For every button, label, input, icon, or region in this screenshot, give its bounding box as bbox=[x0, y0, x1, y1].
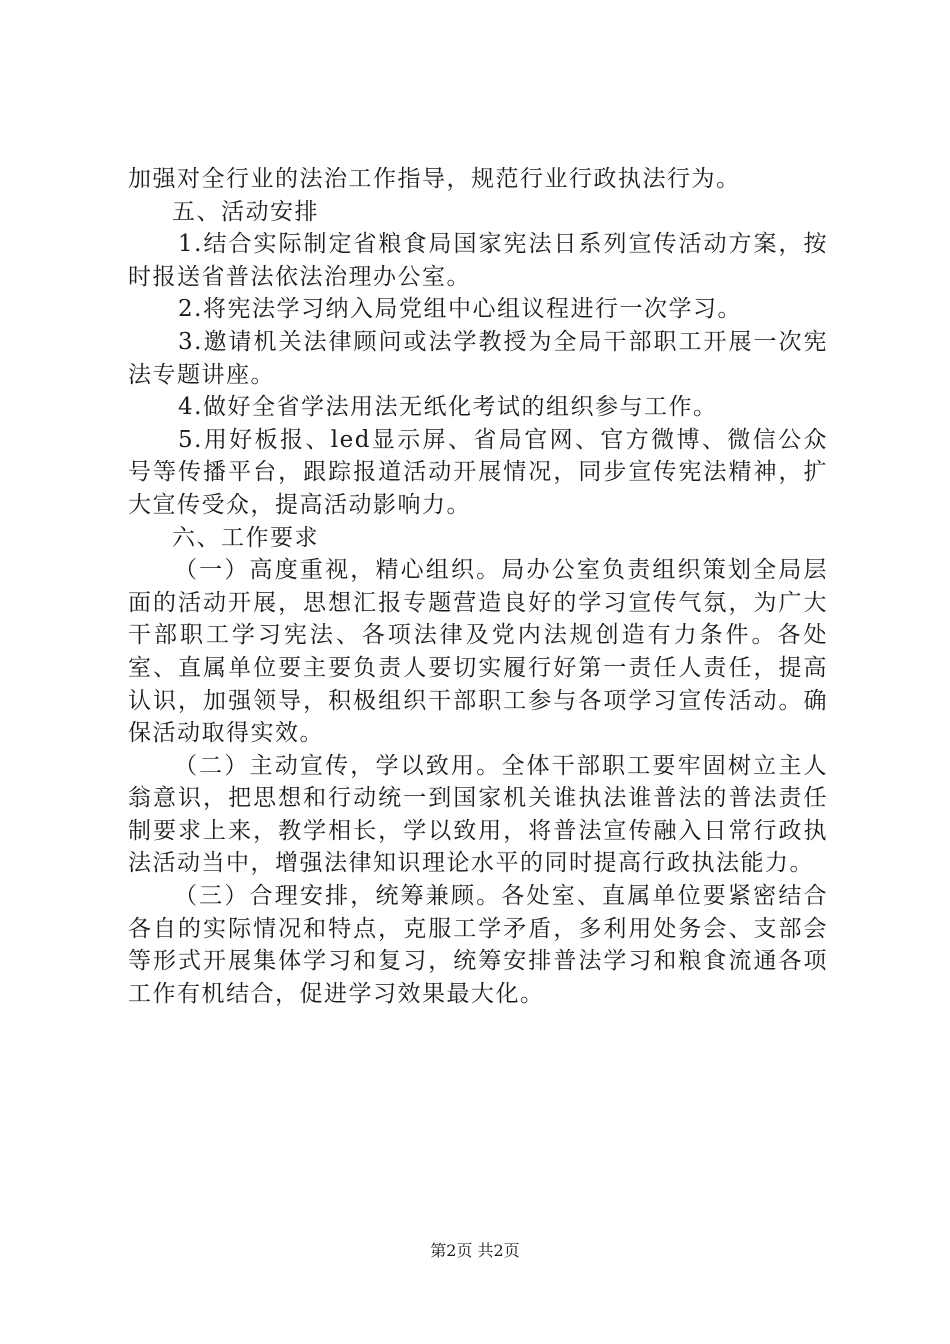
section-heading-activities: 五、活动安排 bbox=[172, 198, 319, 225]
activity-item-2: 2.将宪法学习纳入局党组中心组议程进行一次学习。 bbox=[178, 296, 742, 323]
activity-item-3: 3.邀请机关法律顾问或法学教授为全局干部职工开展一次宪法专题讲座。 bbox=[128, 328, 828, 388]
activity-item-4: 4.做好全省学法用法无纸化考试的组织参与工作。 bbox=[178, 394, 718, 421]
page-number-footer: 第2页 共2页 bbox=[430, 1241, 520, 1260]
requirement-item-1: （一）高度重视，精心组织。局办公室负责组织策划全局层面的活动开展，思想汇报专题营造良好的学习宣传气氛，为广大干部职工学习宪法、各项法律及党内法规创造有力条件。各处室、直属单位要主要负责人要切实履行好第一责任人责任，提高认识，加强领导，积极组织干部职工参与各项学习宣传活动。确保活动取得实效。 bbox=[128, 557, 828, 747]
requirement-item-2: （二）主动宣传，学以致用。全体干部职工要牢固树立主人翁意识，把思想和行动统一到国家机关谁执法谁普法的普法责任制要求上来，教学相长，学以致用，将普法宣传融入日常行政执法活动当中，增强法律知识理论水平的同时提高行政执法能力。 bbox=[128, 752, 828, 877]
requirement-item-3: （三）合理安排，统筹兼顾。各处室、直属单位要紧密结合各自的实际情况和特点，克服工学矛盾，多利用处务会、支部会等形式开展集体学习和复习，统筹安排普法学习和粮食流通各项工作有机结合，促进学习效果最大化。 bbox=[128, 883, 828, 1007]
section-heading-requirements: 六、工作要求 bbox=[172, 524, 319, 551]
document-body bbox=[128, 163, 828, 1010]
paragraph-intro: 加强对全行业的法治工作指导，规范行业行政执法行为。 bbox=[128, 166, 741, 192]
activity-item-5: 5.用好板报、led显示屏、省局官网、官方微博、微信公众号等传播平台，跟踪报道活动开展情况，同步宣传宪法精神，扩大宣传受众，提高活动影响力。 bbox=[128, 426, 828, 518]
activity-item-1: 1.结合实际制定省粮食局国家宪法日系列宣传活动方案，按时报送省普法依法治理办公室。 bbox=[128, 231, 828, 290]
